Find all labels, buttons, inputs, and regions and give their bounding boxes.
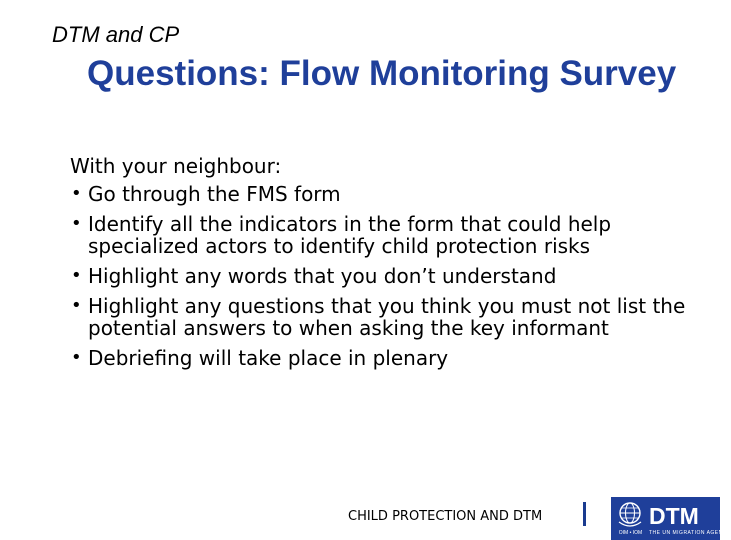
section-label: DTM and CP <box>52 22 180 47</box>
un-globe-emblem-icon <box>615 500 645 530</box>
bullet-dot-icon: • <box>71 347 82 368</box>
bullet-dot-icon: • <box>71 295 82 316</box>
bullet-text: Highlight any words that you don’t understand <box>88 264 557 288</box>
logo-org-text: OIM • IOM <box>618 530 643 536</box>
bullet-item <box>70 183 690 205</box>
bullet-text: Debriefing will take place in plenary <box>88 346 449 370</box>
logo-tagline: THE UN MIGRATION AGENCY <box>649 530 731 536</box>
intro-text: With your neighbour: <box>70 154 282 178</box>
bullet-item <box>70 213 690 257</box>
slide-title: Questions: Flow Monitoring Survey <box>87 54 677 93</box>
bullet-dot-icon: • <box>71 265 82 286</box>
bullet-text: Identify all the indicators in the form that could help specialized actors to identify child protection risks <box>88 212 612 258</box>
bullet-text: Highlight any questions that you think you must not list the potential answers to when asking the key informant <box>88 294 686 340</box>
bullet-dot-icon: • <box>71 213 82 234</box>
footer-divider <box>583 502 586 526</box>
bullet-text: Go through the FMS form <box>88 182 341 206</box>
bullet-item <box>70 347 690 369</box>
bullet-item <box>70 265 690 287</box>
bullet-dot-icon: • <box>71 183 82 204</box>
bullet-list <box>70 183 690 369</box>
footer-text: CHILD PROTECTION AND DTM <box>348 509 543 524</box>
dtm-logo <box>611 497 731 540</box>
bullet-item <box>70 295 690 339</box>
logo-text: DTM <box>649 503 699 529</box>
slide-content <box>70 154 690 377</box>
